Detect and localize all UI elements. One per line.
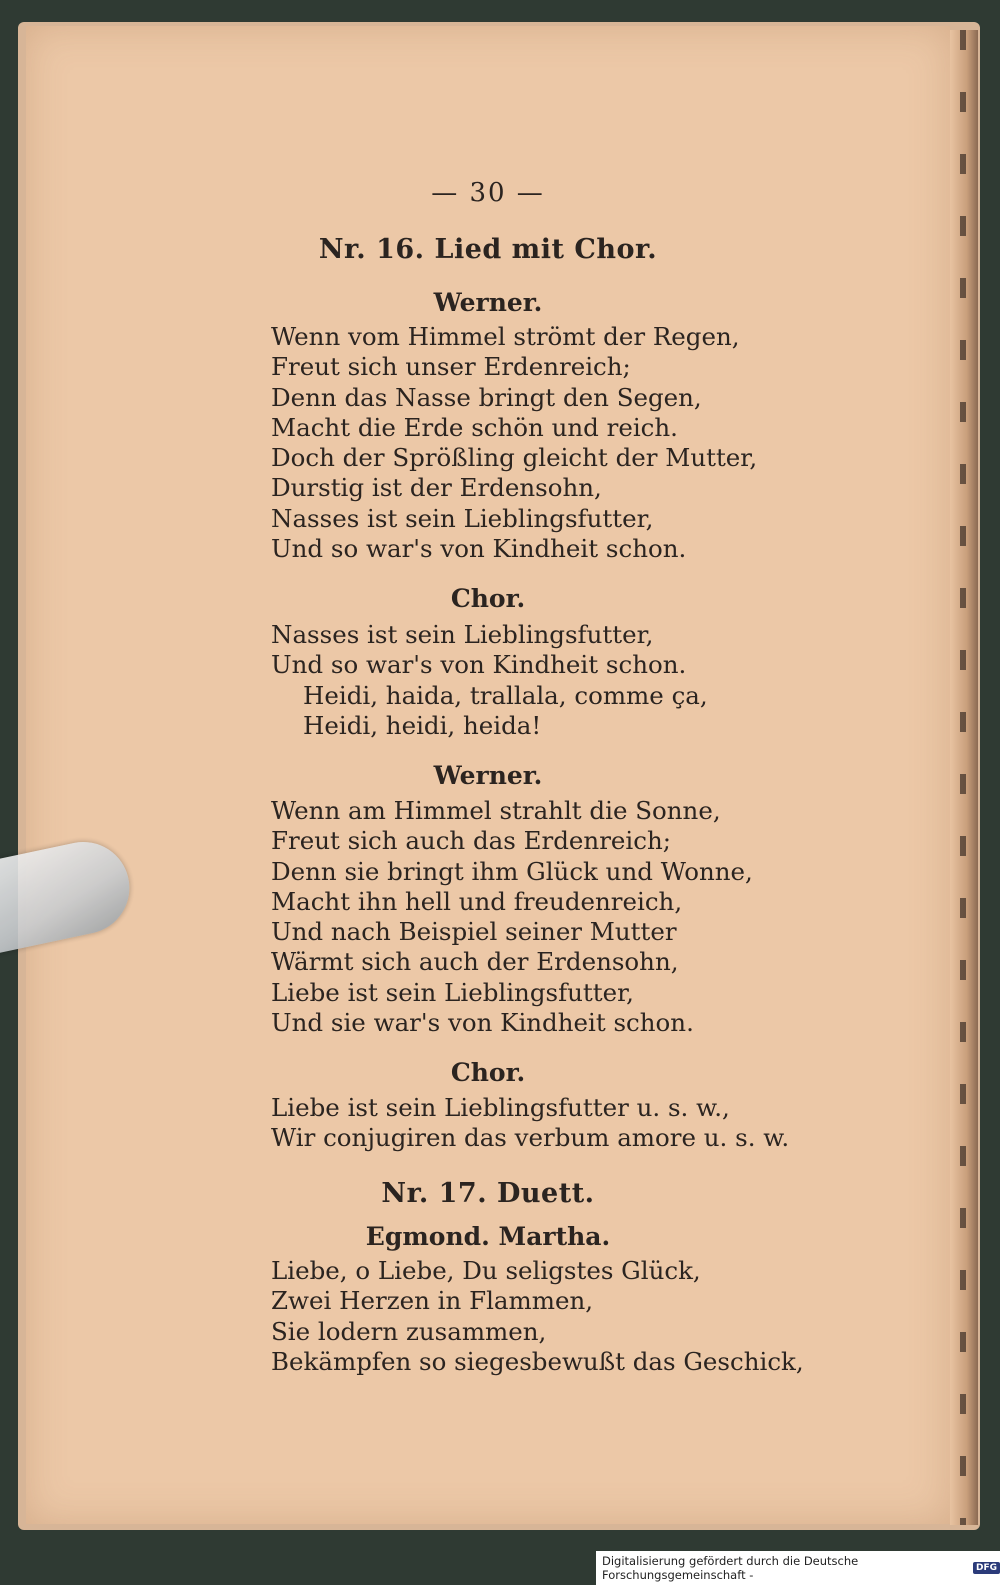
verse-line: Freut sich auch das Erdenreich; <box>271 826 672 856</box>
verse-line: Wenn vom Himmel strömt der Regen, <box>271 322 740 351</box>
verse-line: Denn das Nasse bringt den Segen, <box>271 382 702 412</box>
verse-line: Liebe ist sein Lieblingsfutter u. s. w., <box>271 1093 730 1122</box>
verse-line: Wärmt sich auch der Erdensohn, <box>271 947 679 977</box>
verse-line: Und sie war's von Kindheit schon. <box>271 1008 694 1038</box>
verse-line: Wir conjugiren das verbum amore u. s. w. <box>271 1123 790 1153</box>
verse-line: Nasses ist sein Lieblingsfutter, <box>271 620 654 649</box>
speaker-werner-2: Werner. <box>433 761 543 790</box>
verse-line: Macht ihn hell und freudenreich, <box>271 886 683 916</box>
verse-line: Zwei Herzen in Flammen, <box>271 1286 594 1316</box>
page-number: — 30 — <box>431 178 545 208</box>
verse-duett <box>271 1256 911 1377</box>
speaker-chor-1: Chor. <box>450 584 526 613</box>
chorus-1 <box>271 620 911 741</box>
footer-text: Digitalisierung gefördert durch die Deutsche Forschungsgemeinschaft - <box>602 1554 859 1582</box>
verse-line: Freut sich unser Erdenreich; <box>271 352 631 382</box>
verse-line: Und nach Beispiel seiner Mutter <box>271 917 677 947</box>
verse-line: Nasses ist sein Lieblingsfutter, <box>271 503 654 533</box>
page-edge-texture <box>960 30 966 1525</box>
speakers-egmond-martha: Egmond. Martha. <box>365 1222 611 1251</box>
chorus-2 <box>271 1093 911 1154</box>
verse-line: Wenn am Himmel strahlt die Sonne, <box>271 796 721 825</box>
section-title-nr17: Nr. 17. Duett. <box>381 1178 595 1209</box>
verse-line: Durstig ist der Erdensohn, <box>271 473 602 503</box>
digitization-footer <box>596 1551 1000 1585</box>
verse-line: Und so war's von Kindheit schon. <box>271 534 687 564</box>
verse-1 <box>271 322 911 564</box>
verse-line: Sie lodern zusammen, <box>271 1316 547 1346</box>
verse-2 <box>271 796 911 1038</box>
verse-line: Und so war's von Kindheit schon. <box>271 650 687 680</box>
book-page <box>26 26 950 1524</box>
verse-line: Denn sie bringt ihm Glück und Wonne, <box>271 856 753 886</box>
verse-line: Heidi, heidi, heida! <box>303 710 542 740</box>
section-title-nr16: Nr. 16. Lied mit Chor. <box>318 234 658 265</box>
verse-line: Liebe, o Liebe, Du seligstes Glück, <box>271 1256 701 1285</box>
verse-line: Macht die Erde schön und reich. <box>271 412 678 442</box>
verse-line: Liebe ist sein Lieblingsfutter, <box>271 977 634 1007</box>
verse-line: Bekämpfen so siegesbewußt das Geschick, <box>271 1346 804 1376</box>
speaker-werner-1: Werner. <box>433 288 543 317</box>
speaker-chor-2: Chor. <box>450 1058 526 1087</box>
verse-line: Doch der Sprößling gleicht der Mutter, <box>271 443 758 473</box>
dfg-logo: DFG <box>973 1562 1000 1574</box>
verse-line: Heidi, haida, trallala, comme ça, <box>303 680 708 710</box>
